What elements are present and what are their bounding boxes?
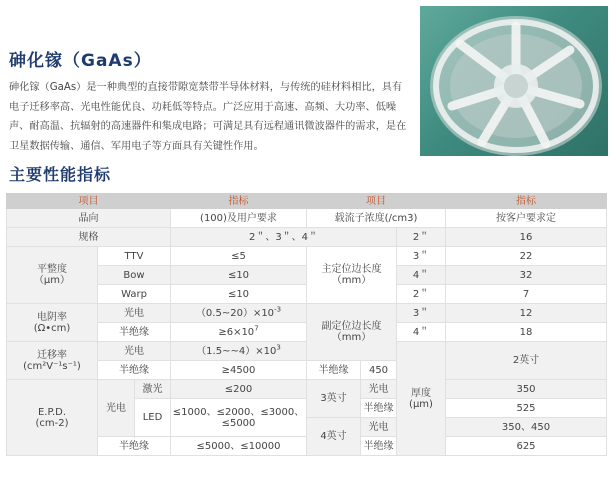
bow-label: Bow [98,266,171,285]
epd-laser-value: ≤200 [171,380,307,399]
epd-led-label: LED [135,399,171,437]
intro-paragraph: 砷化镓（GaAs）是一种典型的直接带隙宽禁带半导体材料，与传统的硅材料相比，具有电子迁移率高、光电性能优良、功耗低等特点。广泛应用于高速、高频、大功率、低噪声、耐高温、抗辐射的高速器件和集成电路；可满足具有远程通讯微波器件的需求，是在卫星数据传输、通信、军用电子等方面具有关键性作用。 [9,82,407,152]
spec-section-title: 主要性能指标 [9,165,112,184]
epd-led-value: ≤1000、≤2000、≤3000、 ≤5000 [171,399,307,437]
sub-edge-4in-value: 18 [446,323,607,342]
t3-semi-label: 半绝缘 [361,399,397,418]
mob-photo-value: $(1.5\sim\sim 4)\times 10^3$ [171,342,307,361]
table-row [7,209,607,228]
t4-semi-value: 625 [446,437,607,456]
main-edge-3in-value: 22 [446,247,607,266]
page-title: 砷化镓（GaAs） [9,51,152,71]
sub-edge-2in-value: 7 [446,285,607,304]
warp-label: Warp [98,285,171,304]
main-edge-2in-value: 16 [446,228,607,247]
mobility-label: 迁移率 (cm²V⁻¹s⁻¹) [7,342,98,380]
thickness-3in: 3英寸 [307,380,361,418]
sub-edge-3in-value: 12 [446,304,607,323]
sub-edge-4in: 4＂ [397,323,446,342]
t2-semi-label: 半绝缘 [307,361,361,380]
t2-semi-value: 450 [361,361,397,380]
sub-edge-2in: 2＂ [397,285,446,304]
t3-semi-value: 525 [446,399,607,418]
epd-photo-label: 光电 [98,380,135,437]
ttv-value: ≤5 [171,247,307,266]
mob-semi-value: ≥4500 [171,361,307,380]
sub-edge-label: 副定位边长度 （mm） [307,304,397,361]
table-header-row [7,194,607,209]
resistivity-label: 电阴率 (Ω•cm) [7,304,98,342]
carrier-value: 按客户要求定 [446,209,607,228]
t4-semi-label: 半绝缘 [361,437,397,456]
t3-photo-label: 光电 [361,380,397,399]
thickness-2in: 2英寸 [446,342,607,380]
res-photo-value: $(0.5\sim 20)\times 10^{-3}$ [171,304,307,323]
table-row [7,228,607,247]
bow-value: ≤10 [171,266,307,285]
mob-photo-label: 光电 [98,342,171,361]
epd-semi-value: ≤5000、≤10000 [171,437,307,456]
ttv-label: TTV [98,247,171,266]
epd-label: E.P.D. (cm-2) [7,380,98,456]
res-semi-value: $\ge 6\times 10^7$ [171,323,307,342]
t4-photo-label: 光电 [361,418,397,437]
mob-semi-label: 半绝缘 [98,361,171,380]
header-index-2: 指标 [446,194,607,209]
warp-value: ≤10 [171,285,307,304]
crystal-label: 晶向 [7,209,171,228]
main-edge-label: 主定位边长度 （mm） [307,247,397,304]
main-edge-3in: 3＂ [397,247,446,266]
main-edge-4in: 4＂ [397,266,446,285]
header-index: 指标 [171,194,307,209]
t4-photo-value: 350、450 [446,418,607,437]
carrier-label: 载流子浓度(/cm3) [307,209,446,228]
table-row [7,247,607,266]
header-item: 项目 [7,194,171,209]
t3-photo-value: 350 [446,380,607,399]
header-item-2: 项目 [307,194,446,209]
size-value: 2＂、3＂、4＂ [171,228,397,247]
spec-table [6,193,607,456]
table-row [7,304,607,323]
res-photo-label: 光电 [98,304,171,323]
thickness-label: 厚度 (μm) [397,342,446,456]
sub-edge-3in: 3＂ [397,304,446,323]
thickness-4in: 4英寸 [307,418,361,456]
table-row [7,380,607,399]
epd-laser-label: 激光 [135,380,171,399]
main-edge-4in-value: 32 [446,266,607,285]
epd-semi-label: 半绝缘 [98,437,171,456]
wafer-carrier-photo [420,6,608,156]
res-semi-label: 半绝缘 [98,323,171,342]
flatness-label: 平整度 （μm） [7,247,98,304]
size-label: 规格 [7,228,171,247]
main-edge-2in: 2＂ [397,228,446,247]
crystal-value: (100)及用户要求 [171,209,307,228]
